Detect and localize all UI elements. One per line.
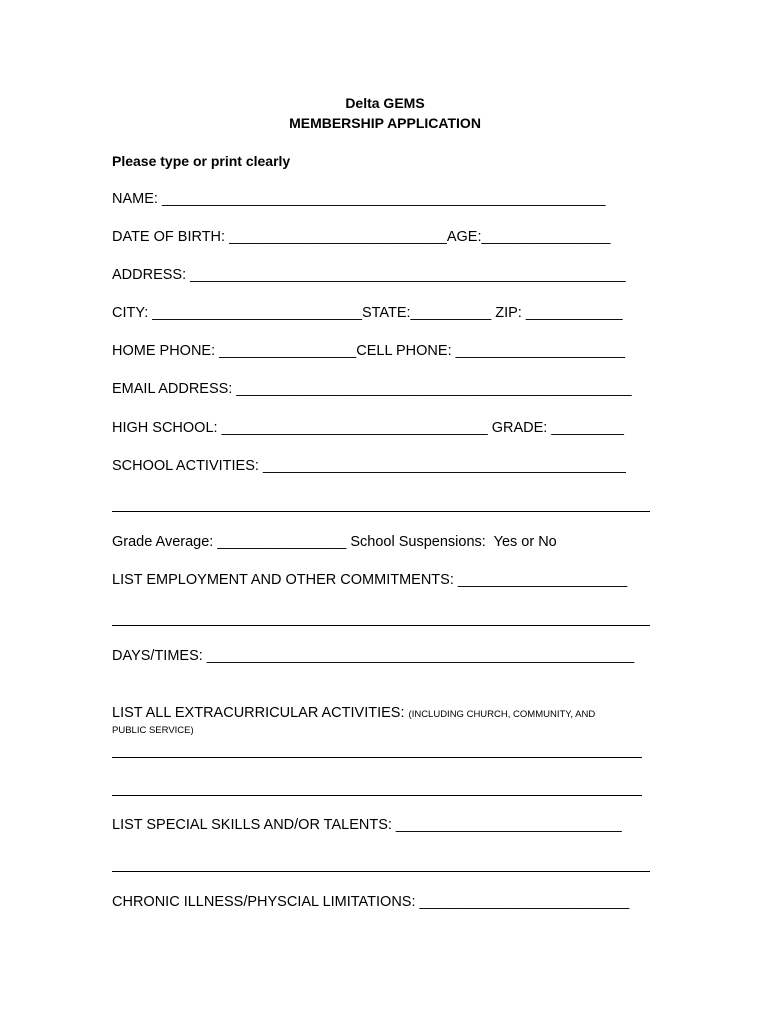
grade-suspensions-field[interactable]: Grade Average: ________________ School Suspensions: Yes or No	[112, 534, 557, 550]
skills-blank-line[interactable]	[112, 870, 650, 872]
days-times-field[interactable]: DAYS/TIMES: _____________________________________________________	[112, 648, 635, 664]
illness-field[interactable]: CHRONIC ILLNESS/PHYSCIAL LIMITATIONS: __________________________	[112, 894, 630, 910]
school-activities-field[interactable]: SCHOOL ACTIVITIES: _____________________________________________	[112, 458, 626, 474]
address-field[interactable]: ADDRESS: ______________________________________________________	[112, 267, 626, 283]
document-title: MEMBERSHIP APPLICATION	[289, 115, 481, 131]
employment-blank-line[interactable]	[112, 624, 650, 626]
employment-field[interactable]: LIST EMPLOYMENT AND OTHER COMMITMENTS: _____________________	[112, 572, 628, 588]
instruction-text: Please type or print clearly	[112, 153, 291, 169]
extracurricular-note-cont: PUBLIC SERVICE)	[112, 725, 194, 736]
email-field[interactable]: EMAIL ADDRESS: _________________________________________________	[112, 381, 632, 397]
extracurricular-note: (INCLUDING CHURCH, COMMUNITY, AND	[408, 709, 596, 720]
extracurricular-blank-line-2[interactable]	[112, 794, 642, 796]
org-name: Delta GEMS	[345, 95, 425, 111]
extracurricular-blank-line-1[interactable]	[112, 756, 642, 758]
extracurricular-label-text: LIST ALL EXTRACURRICULAR ACTIVITIES:	[112, 705, 409, 721]
phones-field[interactable]: HOME PHONE: _________________CELL PHONE: _____________________	[112, 343, 625, 359]
extracurricular-label	[112, 705, 595, 723]
skills-field[interactable]: LIST SPECIAL SKILLS AND/OR TALENTS: ____________________________	[112, 817, 622, 833]
high-school-grade-field[interactable]: HIGH SCHOOL: _________________________________ GRADE: _________	[112, 420, 624, 436]
name-field[interactable]: NAME: _______________________________________________________	[112, 191, 606, 207]
city-state-zip-field[interactable]: CITY: __________________________STATE:__________ ZIP: ____________	[112, 305, 623, 321]
dob-age-field[interactable]: DATE OF BIRTH: ___________________________AGE:________________	[112, 229, 611, 245]
school-activities-blank-line[interactable]	[112, 510, 650, 512]
